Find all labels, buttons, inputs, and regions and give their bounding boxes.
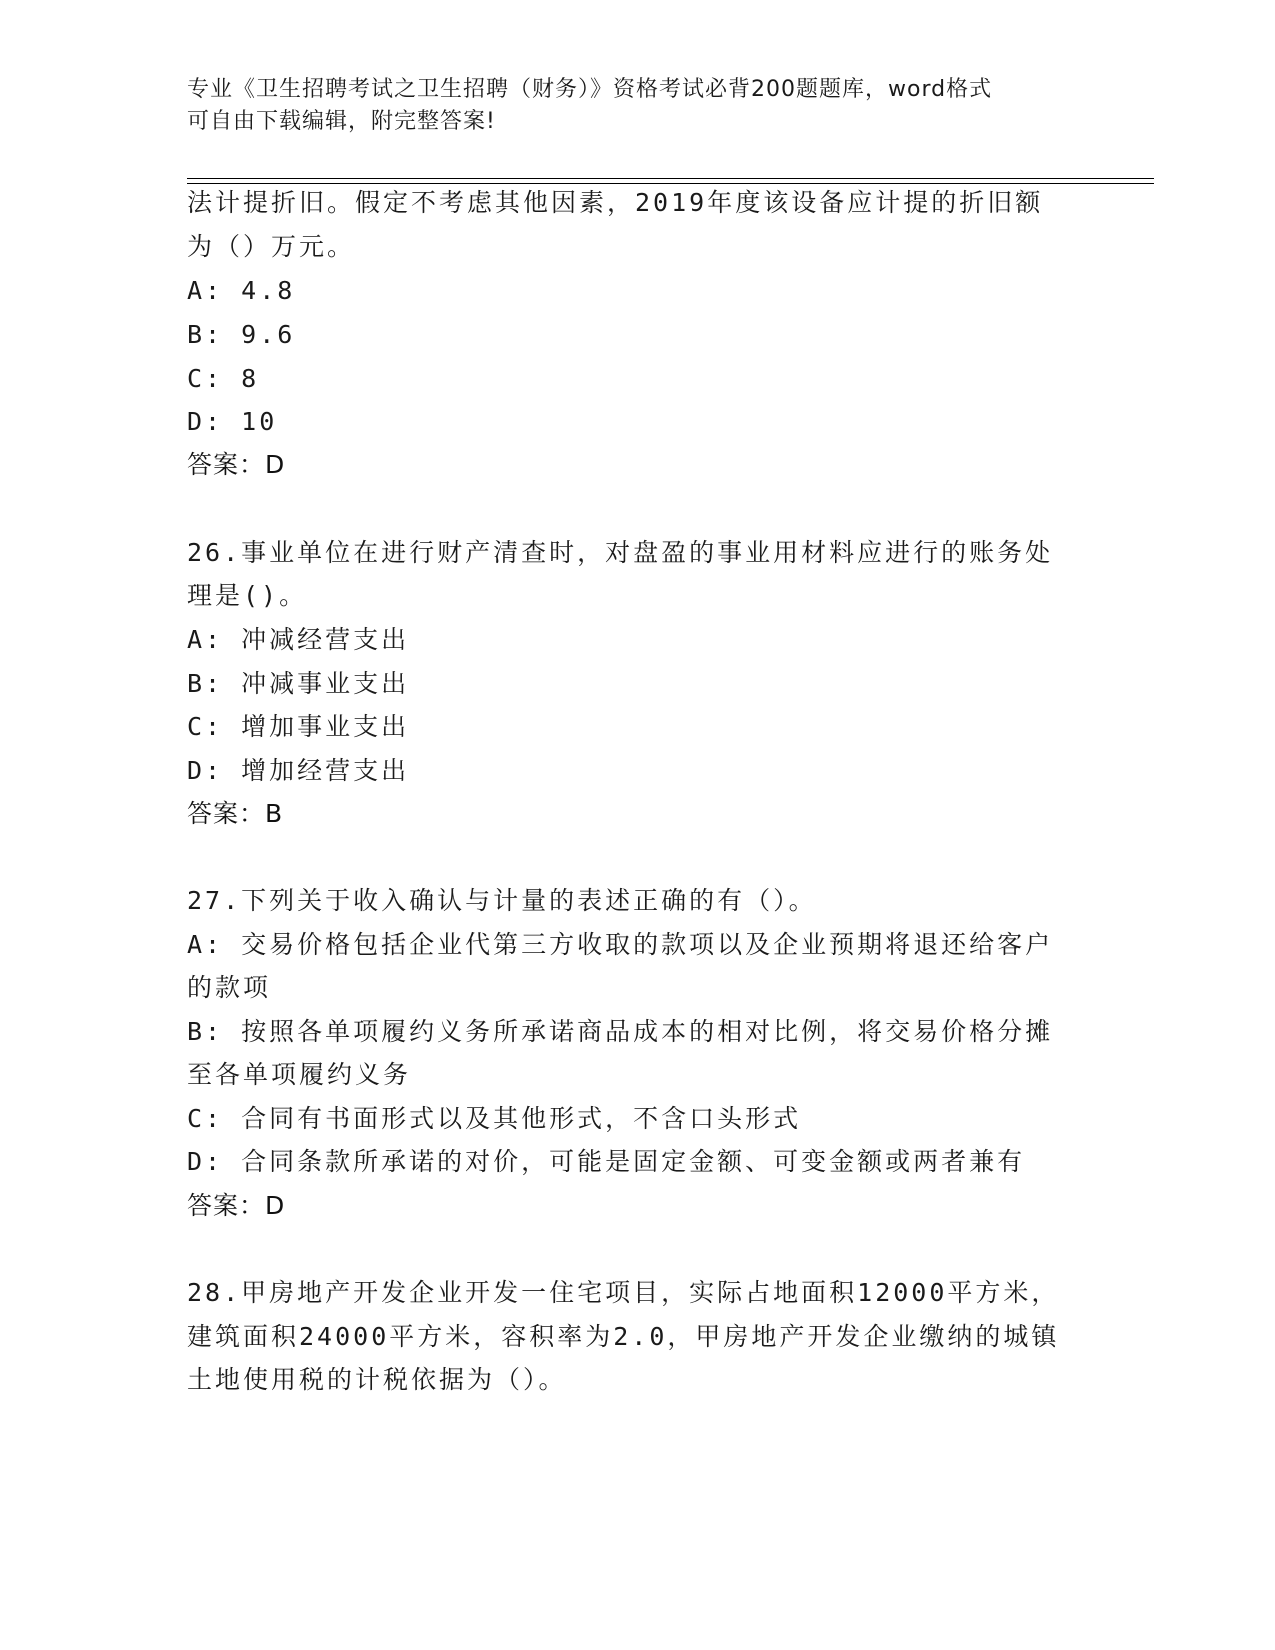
- q27-option-b-continued: 至各单项履约义务: [187, 1060, 412, 1089]
- header-divider-top: [187, 178, 1154, 179]
- option-d: D: 10: [187, 407, 278, 436]
- question-text-line: 为（）万元。: [187, 232, 356, 261]
- document-header: [187, 74, 1087, 138]
- question-28-text-line: 土地使用税的计税依据为（）。: [187, 1365, 567, 1394]
- q26-option-d: D: 增加经营支出: [187, 756, 410, 785]
- q26-option-a: A: 冲减经营支出: [187, 625, 410, 654]
- q26-option-c: C: 增加事业支出: [187, 712, 410, 741]
- q26-option-b: B: 冲减事业支出: [187, 669, 410, 698]
- option-a: A: 4.8: [187, 276, 296, 305]
- q27-answer-label: 答案：D: [187, 1191, 286, 1220]
- q27-option-d: D: 合同条款所承诺的对价，可能是固定金额、可变金额或两者兼有: [187, 1147, 1026, 1176]
- question-text-line: 法计提折旧。假定不考虑其他因素，2019年度该设备应计提的折旧额: [187, 188, 1044, 217]
- q26-answer-label: 答案：B: [187, 799, 284, 828]
- q27-option-b: B: 按照各单项履约义务所承诺商品成本的相对比例，将交易价格分摊: [187, 1017, 1054, 1046]
- answer-label: 答案：D: [187, 450, 286, 479]
- question-26-text-line: 26.事业单位在进行财产清查时，对盘盈的事业用材料应进行的账务处: [187, 538, 1054, 567]
- question-28-text-line: 28.甲房地产开发企业开发一住宅项目，实际占地面积12000平方米，: [187, 1278, 1060, 1307]
- option-b: B: 9.6: [187, 320, 296, 349]
- q27-option-a: A: 交易价格包括企业代第三方收取的款项以及企业预期将退还给客户: [187, 930, 1054, 959]
- header-title-line-1: 专业《卫生招聘考试之卫生招聘（财务）》资格考试必背200题题库，word格式: [187, 77, 993, 102]
- question-26-text-line: 理是()。: [187, 581, 308, 610]
- question-27-text-line: 27.下列关于收入确认与计量的表述正确的有（）。: [187, 886, 817, 915]
- option-c: C: 8: [187, 364, 260, 393]
- q27-option-c: C: 合同有书面形式以及其他形式，不含口头形式: [187, 1104, 802, 1133]
- header-title-line-2: 可自由下载编辑，附完整答案!: [187, 109, 496, 134]
- q27-option-a-continued: 的款项: [187, 973, 272, 1002]
- question-28-text-line: 建筑面积24000平方米，容积率为2.0，甲房地产开发企业缴纳的城镇: [187, 1322, 1060, 1351]
- header-divider-bottom: [187, 183, 1154, 184]
